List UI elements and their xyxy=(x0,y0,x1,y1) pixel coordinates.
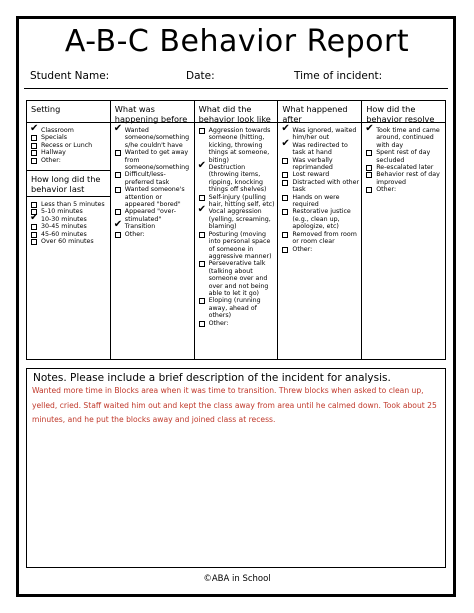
page-title: A-B-C Behavior Report xyxy=(64,24,410,59)
checklist-item-label: 30-45 minutes xyxy=(41,223,87,231)
checklist-item[interactable] xyxy=(197,204,276,231)
checklist-item-label: Wanted to get away from someone/something xyxy=(124,149,190,172)
checkbox-icon xyxy=(199,232,205,238)
checkbox-icon xyxy=(31,150,37,156)
checklist-item[interactable] xyxy=(199,297,276,319)
checkbox-icon xyxy=(199,298,205,304)
checkbox-icon xyxy=(31,135,37,141)
checklist-item[interactable] xyxy=(113,219,192,231)
checklist-item-label: Other: xyxy=(124,230,145,238)
checkbox-icon xyxy=(366,150,372,156)
checkmark-icon: ✔ xyxy=(113,219,123,231)
checklist-item[interactable] xyxy=(365,123,443,149)
checkbox-icon xyxy=(115,209,121,215)
checklist-item[interactable] xyxy=(366,171,443,186)
column-header: What did the behavior look like xyxy=(195,101,278,123)
checklist-item-label: Transition xyxy=(124,223,156,231)
checklist-item[interactable] xyxy=(31,201,108,208)
checklist-item-label: Wanted someone's attention or appeared "bored" xyxy=(124,186,185,209)
checklist xyxy=(111,123,194,238)
checklist-item-label: Over 60 minutes xyxy=(41,238,94,246)
column-header: What was happening before xyxy=(111,101,194,123)
checklist-item-label: Perseverative talk (talking about someone over and over and not being able to let it go) xyxy=(208,260,269,297)
checkbox-icon xyxy=(199,195,205,201)
checkbox-icon xyxy=(199,128,205,134)
checklist-item-label: Other: xyxy=(376,186,397,194)
checklist-item[interactable] xyxy=(115,149,192,171)
checklist-item-label: Classroom xyxy=(41,127,74,134)
checkmark-icon: ✔ xyxy=(197,160,206,172)
checklist-item-label: Difficult/less-preferred task xyxy=(124,171,170,186)
checklist-item[interactable] xyxy=(31,149,108,156)
checklist-item[interactable] xyxy=(366,186,443,193)
column-setting xyxy=(27,101,111,360)
checklist-item[interactable] xyxy=(282,231,359,246)
checklist xyxy=(27,123,110,164)
column-header: How did the behavior resolve xyxy=(362,101,445,123)
checklist-item[interactable] xyxy=(282,194,359,209)
checklist-item[interactable] xyxy=(31,134,108,141)
time-of-incident-label: Time of incident: xyxy=(294,70,383,82)
checklist-item[interactable] xyxy=(115,208,192,223)
checklist-item[interactable] xyxy=(115,186,192,208)
checklist-item-label: Less than 5 minutes xyxy=(41,201,105,209)
checkmark-icon: ✔ xyxy=(197,204,206,216)
duration-header: How long did the behavior last xyxy=(27,170,110,197)
checklist-item-label: Aggression towards someone (hitting, kicking, throwing things at someone, biting) xyxy=(208,127,271,164)
checkbox-icon xyxy=(115,150,121,156)
checkmark-icon: ✔ xyxy=(281,137,290,149)
checklist-item-label: Restorative justice (e.g., clean up, apologize, etc) xyxy=(292,208,351,231)
abc-table xyxy=(26,100,446,360)
student-name-label: Student Name: xyxy=(30,70,110,82)
notes-text[interactable]: Wanted more time in Blocks area when it was time to transition. Threw blocks when asked to clean up, yelled, cried. Staff waited him out and kept the class away from area until he calmed down. Took about 25 minutes, and he put the blocks away and joined class at recess. xyxy=(32,386,437,424)
checklist-item[interactable] xyxy=(199,127,276,164)
checkbox-icon xyxy=(31,202,37,208)
checklist-item[interactable] xyxy=(115,231,192,238)
checklist xyxy=(27,201,110,245)
checklist-item[interactable] xyxy=(115,171,192,186)
checklist-item-label: Recess or Lunch xyxy=(41,141,93,149)
checklist-item[interactable] xyxy=(31,238,108,245)
checkmark-icon: ✔ xyxy=(30,123,39,134)
checkbox-icon xyxy=(115,172,121,178)
checklist-item-label: Took time and came around, continued with day xyxy=(376,127,440,149)
checklist-item-label: Hands on were required xyxy=(292,193,340,209)
checkmark-icon: ✔ xyxy=(365,123,374,134)
checklist-item-label: Vocal aggression (yelling, screaming, blaming) xyxy=(208,208,271,231)
notes-title: Notes. Please include a brief description of the incident for analysis. xyxy=(33,372,391,384)
checklist-item-label: Was ignored, waited him/her out xyxy=(292,127,357,142)
checkbox-icon xyxy=(115,187,121,193)
checkmark-icon: ✔ xyxy=(113,123,123,134)
checklist-item[interactable] xyxy=(281,123,359,142)
checklist-item-label: Behavior rest of day improved xyxy=(376,171,440,186)
checklist-item[interactable] xyxy=(282,246,359,253)
checklist-item-label: 5-10 minutes xyxy=(41,208,83,216)
checklist-item-label: 45-60 minutes xyxy=(41,230,87,238)
checklist-item[interactable] xyxy=(31,208,108,215)
checklist-item[interactable] xyxy=(282,208,359,230)
checklist-item[interactable] xyxy=(282,157,359,172)
checkbox-icon xyxy=(115,232,121,238)
checkmark-icon: ✔ xyxy=(281,123,290,134)
checkbox-icon xyxy=(31,224,37,230)
checklist-item[interactable] xyxy=(282,179,359,194)
date-label: Date: xyxy=(186,70,215,82)
checklist-item-label: Eloping (running away, ahead of others) xyxy=(208,297,261,320)
checkbox-icon xyxy=(282,209,288,215)
checklist-item-label: Other: xyxy=(292,245,313,253)
checklist-item[interactable] xyxy=(31,142,108,149)
checklist-item[interactable] xyxy=(31,157,108,164)
checkbox-icon xyxy=(31,232,37,238)
checkbox-icon xyxy=(366,165,372,171)
checklist-item-label: Destruction (throwing items, ripping, knocking things off shelves) xyxy=(208,164,267,194)
checklist-item-label: Wanted someone/something s/he couldn't have xyxy=(124,127,190,149)
checklist-item-label: 10-30 minutes xyxy=(41,215,87,223)
checkmark-icon: ✔ xyxy=(30,211,39,223)
checklist-item[interactable] xyxy=(199,260,276,297)
checklist-item[interactable] xyxy=(197,160,276,194)
checklist-item[interactable] xyxy=(31,231,108,238)
checkbox-icon xyxy=(282,232,288,238)
checklist xyxy=(362,123,445,194)
checklist-item-label: Specials xyxy=(41,134,67,142)
checklist-item-label: Other: xyxy=(208,319,229,327)
checkbox-icon xyxy=(199,321,205,327)
column-antecedent xyxy=(110,101,194,360)
checkbox-icon xyxy=(282,195,288,201)
column-resolution xyxy=(362,101,446,360)
checklist-item-label: Re-escalated later xyxy=(376,164,434,172)
checkbox-icon xyxy=(366,172,372,178)
checkbox-icon xyxy=(282,158,288,164)
checklist-item-label: Was verbally reprimanded xyxy=(292,156,333,172)
checklist-item-label: Self-injury (pulling hair, hitting self, etc) xyxy=(208,193,275,209)
checklist-item-label: Other: xyxy=(41,156,61,164)
checklist-item-label: Appeared "over-stimulated" xyxy=(124,208,176,223)
checkbox-icon xyxy=(199,261,205,267)
checklist-item[interactable] xyxy=(366,149,443,164)
checklist xyxy=(278,123,361,253)
notes-box xyxy=(26,368,446,568)
checkbox-icon xyxy=(366,187,372,193)
column-header: What happened after xyxy=(278,101,361,123)
checkbox-icon xyxy=(282,172,288,178)
checklist-item-label: Removed from room or room clear xyxy=(292,230,357,246)
checklist-item-label: Spent rest of day secluded xyxy=(376,149,431,164)
checklist-item[interactable] xyxy=(199,231,276,261)
copyright-footer: ©ABA in School xyxy=(203,574,271,584)
checkbox-icon xyxy=(282,247,288,253)
checklist-item[interactable] xyxy=(30,123,108,134)
checklist-item[interactable] xyxy=(199,320,276,327)
checklist-item[interactable] xyxy=(31,223,108,230)
checkbox-icon xyxy=(31,143,37,149)
checklist-item[interactable] xyxy=(282,171,359,178)
info-underline xyxy=(24,88,448,89)
checklist-item[interactable] xyxy=(281,137,359,157)
checkbox-icon xyxy=(282,180,288,186)
checkbox-icon xyxy=(31,158,37,164)
checklist-item-label: Lost reward xyxy=(292,171,330,179)
column-consequence xyxy=(278,101,362,360)
checklist-item-label: Hallway xyxy=(41,149,66,157)
checkbox-icon xyxy=(31,239,37,245)
checklist-item-label: Posturing (moving into personal space of someone in aggressive manner) xyxy=(208,230,272,260)
checklist-item[interactable] xyxy=(366,164,443,171)
column-header: Setting xyxy=(27,101,110,123)
column-behavior xyxy=(194,101,278,360)
checklist-item-label: Was redirected to task at hand xyxy=(292,141,348,157)
checklist-item[interactable] xyxy=(199,194,276,209)
checklist-item-label: Distracted with other task xyxy=(292,178,360,194)
checklist xyxy=(195,127,278,327)
checklist-item[interactable] xyxy=(113,123,192,149)
